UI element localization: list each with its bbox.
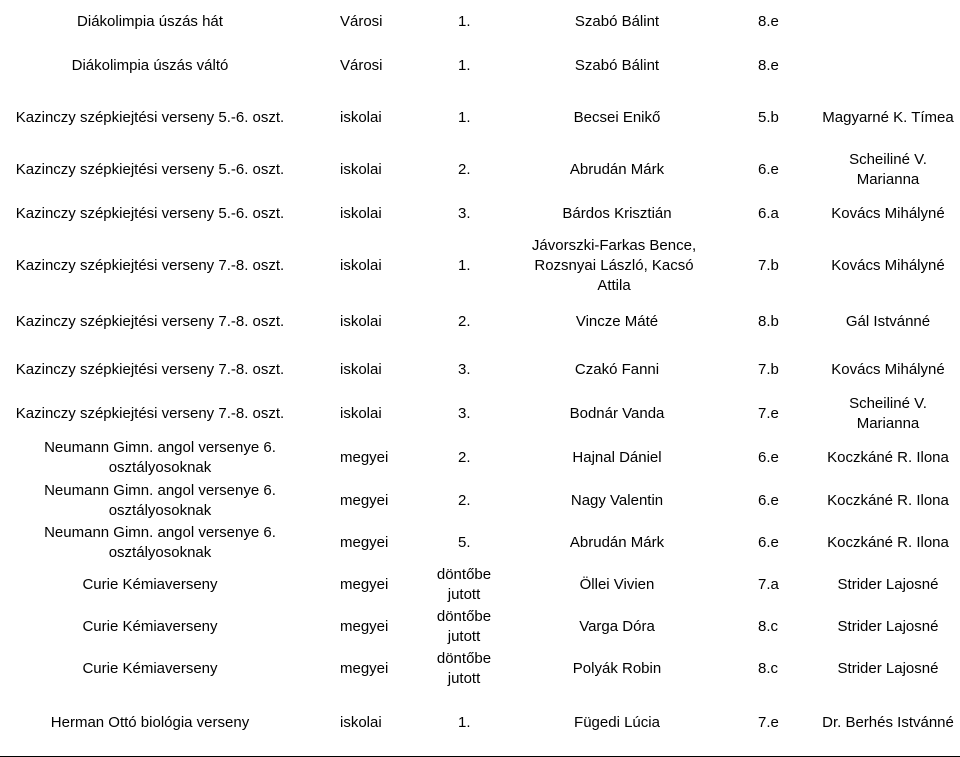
competition-cell-text: Kazinczy szépkiejtési verseny 7.-8. oszt. (15, 313, 285, 330)
class-cell-text: 6.a (758, 205, 779, 222)
place-cell-text: 5. (458, 534, 471, 551)
student-cell-text: Abrudán Márk (569, 534, 665, 551)
teacher-cell-text: Strider Lajosné (837, 576, 939, 593)
place-cell-text: 1. (458, 713, 471, 731)
table-row (0, 480, 960, 522)
level-cell-text: megyei (340, 492, 389, 509)
class-cell (730, 606, 816, 648)
place-cell-text: 1. (458, 57, 471, 74)
table-row (0, 436, 960, 480)
teacher-cell (816, 192, 960, 236)
teacher-cell (816, 148, 960, 192)
level-cell (300, 522, 430, 564)
teacher-cell (816, 392, 960, 436)
place-cell (430, 690, 498, 756)
class-cell (730, 522, 816, 564)
competition-cell-text: Kazinczy szépkiejtési verseny 5.-6. oszt. (15, 205, 285, 222)
class-cell-text: 8.c (758, 618, 779, 635)
competition-cell-text: Kazinczy szépkiejtési verseny 7.-8. oszt. (15, 361, 285, 378)
teacher-cell-text: Strider Lajosné (837, 660, 939, 677)
table-row (0, 44, 960, 88)
class-cell-text: 7.e (758, 405, 779, 422)
teacher-cell-text: Dr. Berhés Istvánné (822, 713, 954, 731)
class-cell-text: 6.e (758, 534, 779, 551)
student-cell-text: Polyák Robin (572, 660, 662, 677)
level-cell-text: megyei (340, 534, 389, 551)
student-cell (498, 296, 730, 348)
teacher-cell (816, 88, 960, 148)
student-cell (498, 192, 730, 236)
level-cell (300, 690, 430, 756)
class-cell-text: 6.e (758, 161, 779, 178)
table-row (0, 0, 960, 44)
class-cell (730, 480, 816, 522)
level-cell (300, 480, 430, 522)
teacher-cell-text: Kovács Mihályné (831, 257, 945, 274)
competition-cell (0, 648, 300, 690)
competition-cell-text: Kazinczy szépkiejtési verseny 5.-6. oszt. (15, 161, 285, 178)
table-row (0, 522, 960, 564)
teacher-cell-text: Gál Istvánné (845, 313, 931, 330)
class-cell-text: 6.e (758, 492, 779, 509)
student-cell-text: Jávorszki-Farkas Bence, Rozsnyai László, Kacsó Attila (531, 237, 697, 294)
table-row (0, 648, 960, 690)
level-cell-text: iskolai (340, 313, 382, 330)
class-cell-text: 8.c (758, 660, 779, 677)
level-cell-text: iskolai (340, 161, 382, 178)
competition-cell (0, 296, 300, 348)
competition-cell (0, 436, 300, 480)
teacher-cell-text: Strider Lajosné (837, 618, 939, 635)
level-cell (300, 606, 430, 648)
student-cell (498, 690, 730, 756)
competition-cell-text: Herman Ottó biológia verseny (50, 713, 250, 731)
competition-cell (0, 88, 300, 148)
place-cell (430, 522, 498, 564)
level-cell (300, 44, 430, 88)
table-row (0, 296, 960, 348)
table-row (0, 348, 960, 392)
place-cell-text: 3. (458, 405, 471, 422)
place-cell-text: 1. (458, 13, 471, 30)
level-cell-text: iskolai (340, 257, 382, 274)
student-cell-text: Czakó Fanni (574, 361, 660, 378)
teacher-cell (816, 436, 960, 480)
teacher-cell-text: Kovács Mihályné (831, 361, 945, 378)
student-cell (498, 0, 730, 44)
class-cell (730, 436, 816, 480)
competition-cell (0, 564, 300, 606)
student-cell-text: Szabó Bálint (574, 13, 660, 30)
teacher-cell (816, 296, 960, 348)
place-cell (430, 88, 498, 148)
place-cell (430, 148, 498, 192)
teacher-cell-text: Scheiliné V. Marianna (849, 395, 927, 432)
table-row (0, 392, 960, 436)
place-cell-text: döntőbe jutott (436, 608, 492, 645)
competition-cell-text: Neumann Gimn. angol versenye 6. osztályosoknak (44, 439, 276, 476)
class-cell-text: 6.e (758, 449, 779, 466)
competition-cell (0, 192, 300, 236)
student-cell (498, 564, 730, 606)
place-cell-text: 2. (458, 449, 471, 466)
student-cell (498, 480, 730, 522)
student-cell-text: Hajnal Dániel (572, 449, 662, 466)
teacher-cell (816, 0, 960, 44)
student-cell-text: Becsei Enikő (573, 109, 661, 126)
place-cell-text: 3. (458, 361, 471, 378)
level-cell (300, 436, 430, 480)
level-cell-text: iskolai (340, 205, 382, 222)
class-cell (730, 648, 816, 690)
level-cell (300, 348, 430, 392)
place-cell-text: 2. (458, 161, 471, 178)
competition-cell-text: Curie Kémiaverseny (82, 660, 218, 677)
teacher-cell-text: Koczkáné R. Ilona (827, 534, 949, 551)
place-cell-text: döntőbe jutott (436, 650, 492, 687)
class-cell (730, 296, 816, 348)
competition-cell-text: Kazinczy szépkiejtési verseny 5.-6. oszt. (15, 109, 285, 126)
student-cell-text: Öllei Vivien (579, 576, 655, 593)
level-cell (300, 296, 430, 348)
teacher-cell (816, 44, 960, 88)
place-cell (430, 564, 498, 606)
class-cell-text: 7.a (758, 576, 779, 593)
teacher-cell (816, 348, 960, 392)
level-cell-text: Városi (340, 13, 383, 30)
place-cell (430, 436, 498, 480)
level-cell-text: megyei (340, 618, 389, 635)
competition-cell (0, 392, 300, 436)
student-cell-text: Szabó Bálint (574, 57, 660, 74)
competition-cell-text: Curie Kémiaverseny (82, 618, 218, 635)
class-cell (730, 690, 816, 756)
teacher-cell (816, 606, 960, 648)
competition-cell-text: Kazinczy szépkiejtési verseny 7.-8. oszt. (15, 257, 285, 274)
place-cell (430, 0, 498, 44)
level-cell (300, 192, 430, 236)
teacher-cell (816, 480, 960, 522)
place-cell-text: 3. (458, 205, 471, 222)
class-cell-text: 7.e (758, 713, 779, 731)
level-cell (300, 0, 430, 44)
teacher-cell-text: Scheiliné V. Marianna (849, 151, 927, 188)
place-cell (430, 348, 498, 392)
student-cell (498, 392, 730, 436)
table-row (0, 606, 960, 648)
place-cell-text: 1. (458, 257, 471, 274)
place-cell (430, 44, 498, 88)
level-cell-text: megyei (340, 576, 389, 593)
table-row (0, 88, 960, 148)
place-cell (430, 480, 498, 522)
level-cell-text: iskolai (340, 361, 382, 378)
teacher-cell (816, 236, 960, 296)
place-cell (430, 192, 498, 236)
student-cell (498, 606, 730, 648)
competition-cell-text: Diákolimpia úszás váltó (71, 57, 229, 74)
level-cell (300, 88, 430, 148)
place-cell (430, 606, 498, 648)
teacher-cell (816, 522, 960, 564)
student-cell (498, 236, 730, 296)
competition-cell-text: Kazinczy szépkiejtési verseny 7.-8. oszt. (15, 405, 285, 422)
class-cell (730, 392, 816, 436)
competition-cell (0, 522, 300, 564)
level-cell-text: iskolai (340, 109, 382, 126)
competition-cell (0, 606, 300, 648)
competition-cell (0, 348, 300, 392)
level-cell (300, 392, 430, 436)
class-cell (730, 44, 816, 88)
competition-cell (0, 236, 300, 296)
student-cell-text: Fügedi Lúcia (574, 713, 660, 731)
level-cell (300, 148, 430, 192)
class-cell-text: 7.b (758, 257, 779, 274)
competition-cell-text: Curie Kémiaverseny (82, 576, 218, 593)
table-row (0, 148, 960, 192)
class-cell (730, 88, 816, 148)
place-cell (430, 236, 498, 296)
student-cell-text: Nagy Valentin (570, 492, 664, 509)
student-cell-text: Varga Dóra (579, 618, 655, 635)
class-cell (730, 236, 816, 296)
level-cell (300, 236, 430, 296)
table-row (0, 236, 960, 296)
level-cell-text: megyei (340, 449, 389, 466)
student-cell-text: Abrudán Márk (569, 161, 665, 178)
table-row (0, 690, 960, 756)
class-cell (730, 564, 816, 606)
class-cell-text: 8.e (758, 13, 779, 30)
student-cell-text: Bodnár Vanda (569, 405, 665, 422)
place-cell (430, 392, 498, 436)
level-cell-text: megyei (340, 660, 389, 677)
teacher-cell-text: Koczkáné R. Ilona (827, 492, 949, 509)
class-cell-text: 8.e (758, 57, 779, 74)
competition-cell-text: Diákolimpia úszás hát (77, 13, 223, 30)
competition-cell-text: Neumann Gimn. angol versenye 6. osztályosoknak (44, 482, 276, 519)
place-cell (430, 296, 498, 348)
teacher-cell (816, 690, 960, 756)
class-cell (730, 348, 816, 392)
student-cell (498, 88, 730, 148)
place-cell-text: döntőbe jutott (436, 566, 492, 603)
competition-cell (0, 0, 300, 44)
level-cell-text: Városi (340, 57, 383, 74)
class-cell-text: 5.b (758, 109, 779, 126)
teacher-cell (816, 648, 960, 690)
level-cell-text: iskolai (340, 713, 382, 731)
competition-cell-text: Neumann Gimn. angol versenye 6. osztályosoknak (44, 524, 276, 561)
competition-cell (0, 690, 300, 756)
student-cell (498, 348, 730, 392)
place-cell-text: 1. (458, 109, 471, 126)
teacher-cell-text: Koczkáné R. Ilona (827, 449, 949, 466)
place-cell (430, 648, 498, 690)
class-cell-text: 7.b (758, 361, 779, 378)
class-cell (730, 0, 816, 44)
competition-cell (0, 148, 300, 192)
level-cell (300, 564, 430, 606)
table-row (0, 564, 960, 606)
student-cell-text: Bárdos Krisztián (562, 205, 672, 222)
competition-cell (0, 480, 300, 522)
competition-cell (0, 44, 300, 88)
level-cell-text: iskolai (340, 405, 382, 422)
student-cell-text: Vincze Máté (575, 313, 659, 330)
class-cell (730, 148, 816, 192)
teacher-cell-text: Kovács Mihályné (831, 205, 945, 222)
class-cell-text: 8.b (758, 313, 779, 330)
class-cell (730, 192, 816, 236)
student-cell (498, 522, 730, 564)
place-cell-text: 2. (458, 313, 471, 330)
place-cell-text: 2. (458, 492, 471, 509)
student-cell (498, 436, 730, 480)
student-cell (498, 44, 730, 88)
level-cell (300, 648, 430, 690)
student-cell (498, 648, 730, 690)
teacher-cell-text: Magyarné K. Tímea (822, 109, 954, 126)
teacher-cell (816, 564, 960, 606)
student-cell (498, 148, 730, 192)
table-row (0, 192, 960, 236)
